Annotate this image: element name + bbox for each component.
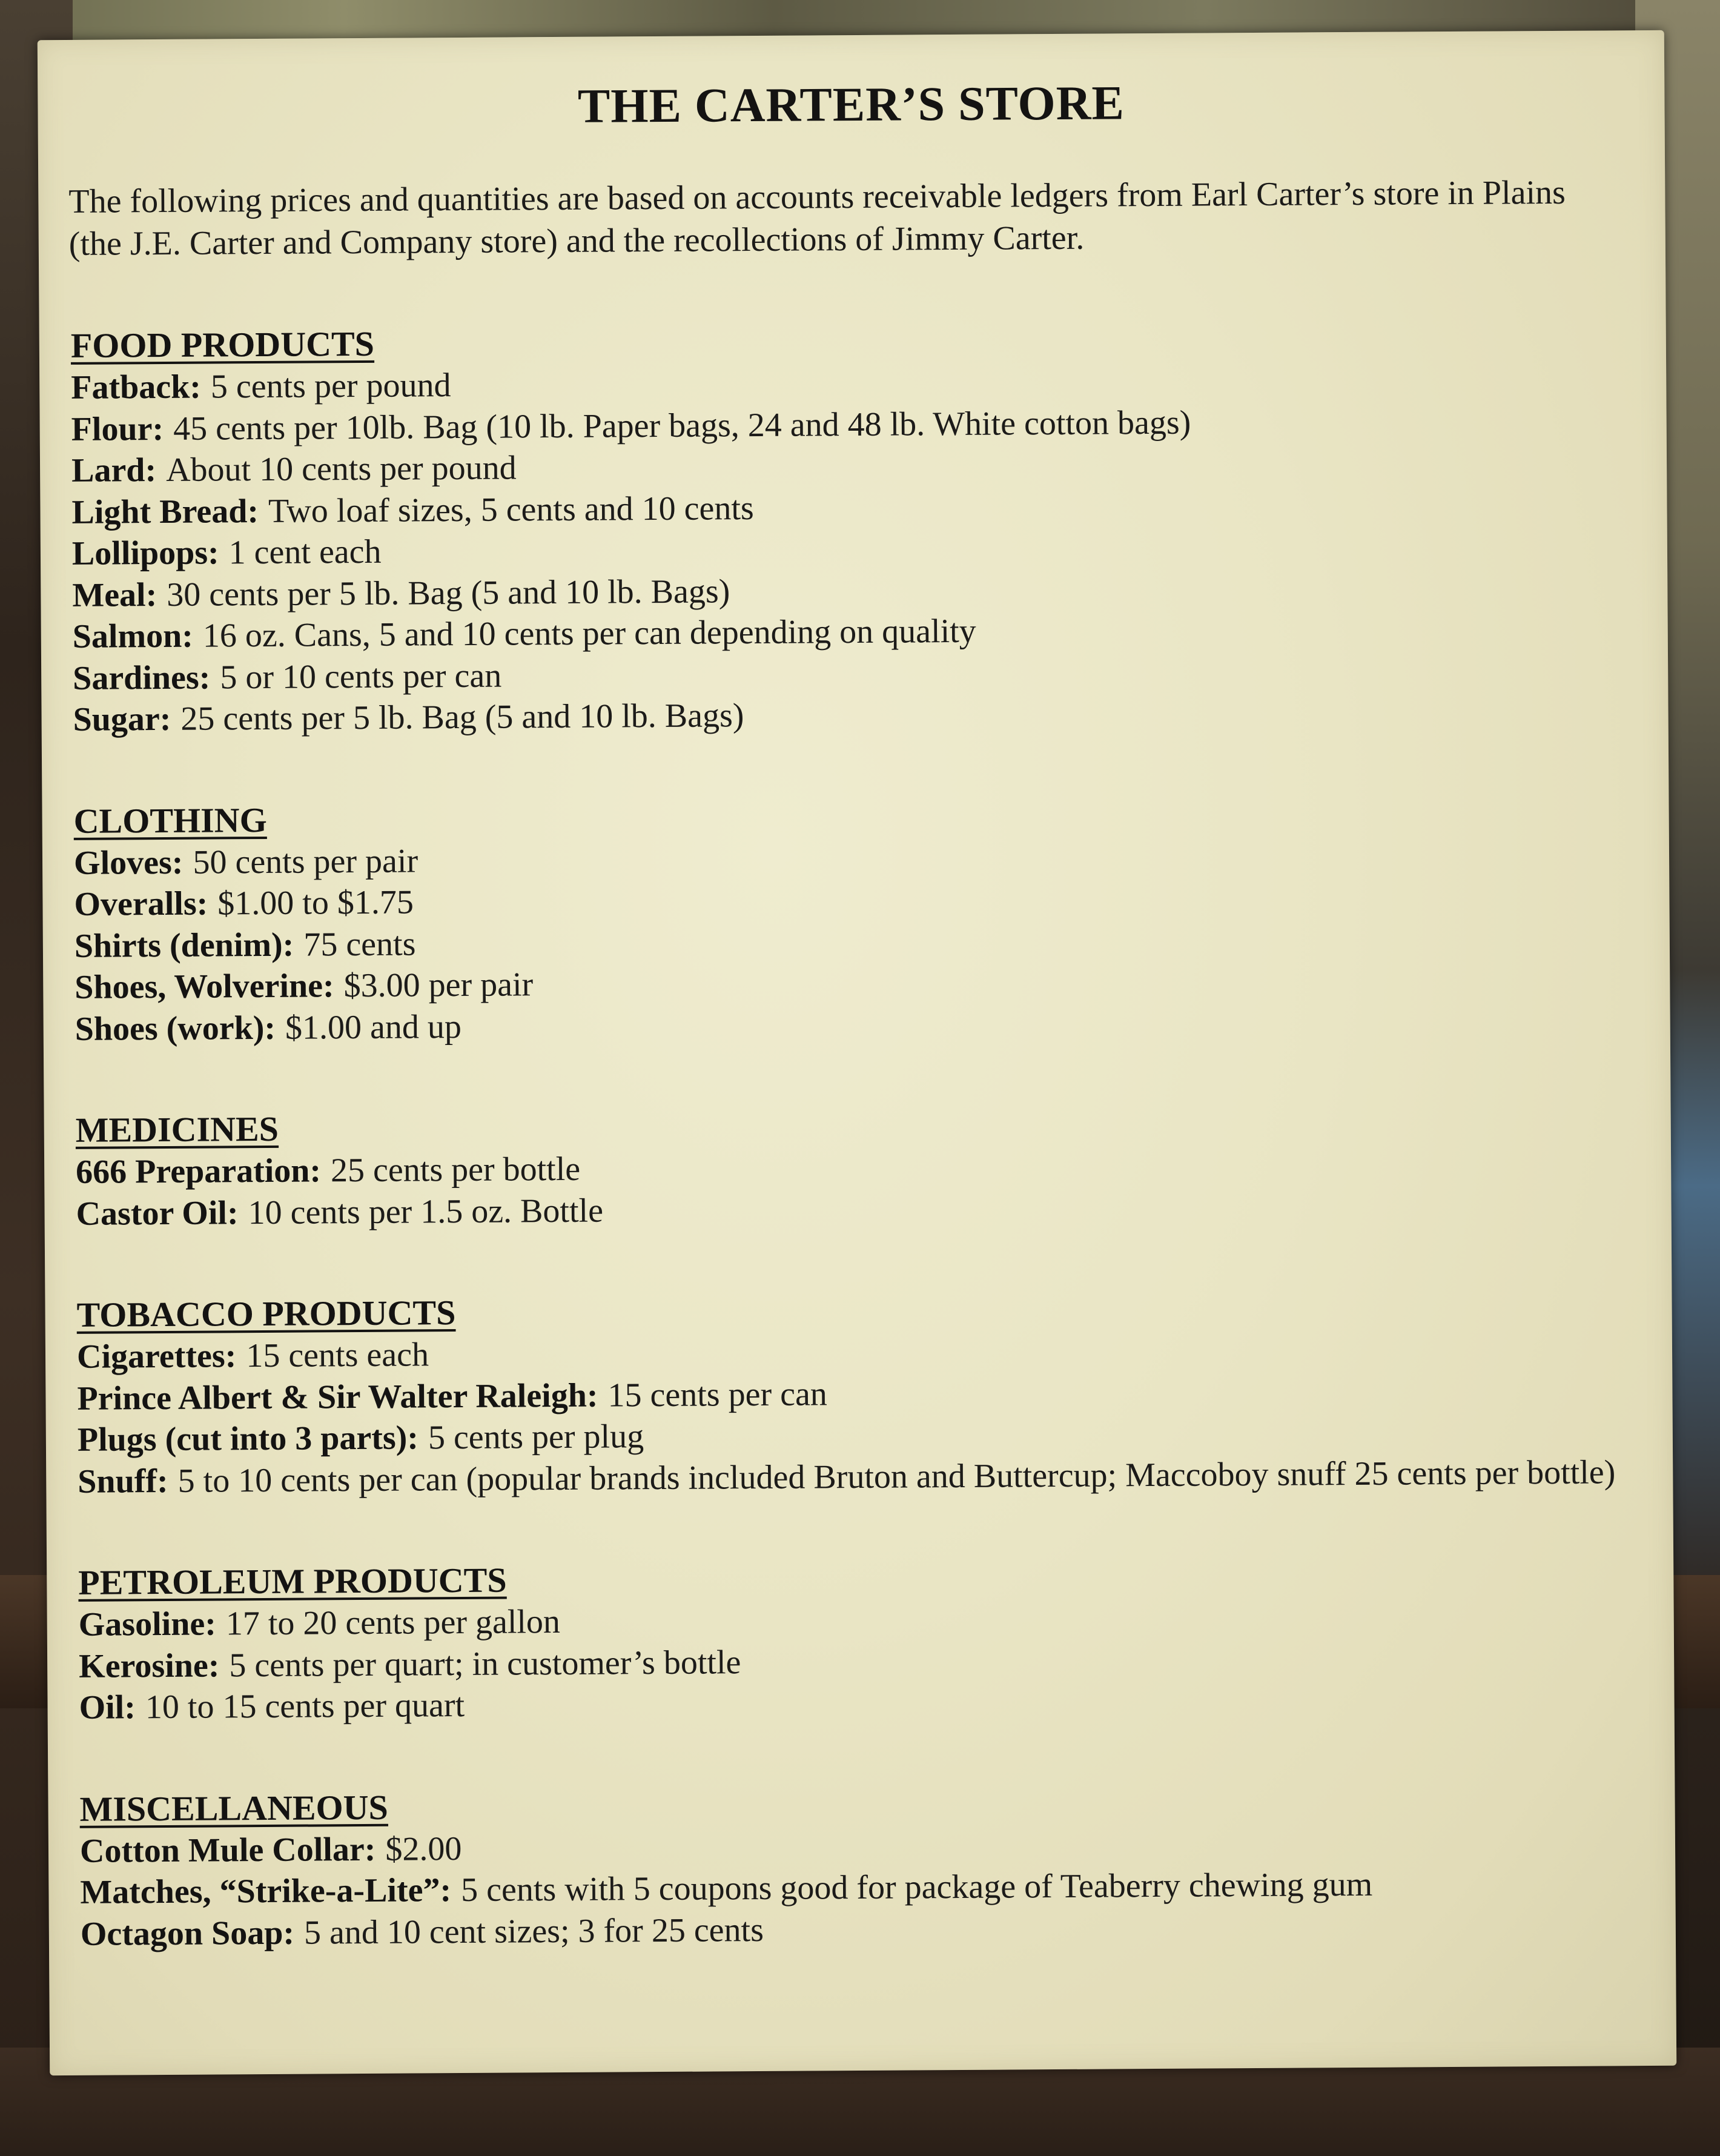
sign-title: THE CARTER’S STORE bbox=[577, 76, 1125, 133]
section-heading: MISCELLANEOUS bbox=[79, 1787, 389, 1829]
item-label: Snuff: bbox=[78, 1462, 168, 1501]
item-label: Gloves: bbox=[73, 843, 184, 882]
section-heading: PETROLEUM PRODUCTS bbox=[78, 1560, 507, 1602]
intro-paragraph: The following prices and quantities are based on accounts receivable ledgers from Earl Carter’s store in Plains (the J.E. Carter and Company store) and the recollections of Jimmy Carter. bbox=[68, 173, 1566, 263]
item-label: Oil: bbox=[79, 1688, 136, 1726]
sections-container bbox=[71, 315, 1632, 2014]
item-value: 10 cents per 1.5 oz. Bottle bbox=[248, 1192, 604, 1232]
section-miscellaneous bbox=[79, 1779, 1631, 1955]
section-heading: CLOTHING bbox=[73, 800, 267, 841]
item-label: Shoes (work): bbox=[74, 1009, 276, 1048]
item-value: 5 cents per pound bbox=[210, 367, 451, 406]
item-label: Gasoline: bbox=[78, 1605, 217, 1644]
item-label: Salmon: bbox=[72, 617, 194, 655]
item-label: Matches, “Strike-a-Lite”: bbox=[80, 1871, 452, 1911]
item-value: 1 cent each bbox=[228, 532, 382, 572]
item-value: 25 cents per bottle bbox=[330, 1150, 581, 1190]
item-value: $3.00 per pair bbox=[343, 966, 534, 1005]
item-label: Overalls: bbox=[74, 884, 208, 923]
item-value: 16 oz. Cans, 5 and 10 cents per can depending on quality bbox=[202, 612, 976, 655]
section-petroleum-products bbox=[78, 1552, 1630, 1728]
item-label: Prince Albert & Sir Walter Raleigh: bbox=[77, 1376, 598, 1418]
item-label: Kerosine: bbox=[78, 1646, 220, 1685]
item-value: 5 cents per quart; in customer’s bottle bbox=[229, 1643, 741, 1684]
item-label: Castor Oil: bbox=[76, 1193, 239, 1233]
item-label: Shirts (denim): bbox=[74, 926, 294, 965]
item-value: About 10 cents per pound bbox=[165, 449, 517, 489]
section-tobacco-products bbox=[76, 1284, 1628, 1502]
section-food-products bbox=[71, 315, 1624, 740]
item-value: 15 cents each bbox=[246, 1336, 429, 1375]
item-label: Octagon Soap: bbox=[80, 1914, 295, 1953]
item-label: 666 Preparation: bbox=[75, 1152, 322, 1191]
section-heading: TOBACCO PRODUCTS bbox=[76, 1293, 456, 1335]
section-clothing bbox=[73, 791, 1625, 1050]
item-label: Plugs (cut into 3 parts): bbox=[77, 1419, 419, 1459]
item-value: $2.00 bbox=[385, 1829, 462, 1868]
item-value: 75 cents bbox=[303, 924, 416, 964]
item-value: 5 cents with 5 coupons good for package of Teaberry chewing gum bbox=[460, 1865, 1373, 1909]
item-value: 5 or 10 cents per can bbox=[220, 657, 502, 696]
item-label: Lollipops: bbox=[71, 534, 219, 572]
item-label: Cigarettes: bbox=[76, 1337, 237, 1376]
item-value: 5 and 10 cent sizes; 3 for 25 cents bbox=[303, 1911, 764, 1952]
section-heading: MEDICINES bbox=[75, 1109, 279, 1150]
item-label: Shoes, Wolverine: bbox=[74, 967, 334, 1006]
item-value: 25 cents per 5 lb. Bag (5 and 10 lb. Bags) bbox=[180, 697, 744, 738]
item-label: Sardines: bbox=[73, 658, 211, 697]
item-value: $1.00 to $1.75 bbox=[217, 883, 414, 923]
item-value: 30 cents per 5 lb. Bag (5 and 10 lb. Bags) bbox=[167, 572, 730, 614]
item-value: $1.00 and up bbox=[285, 1007, 462, 1047]
item-value: 10 to 15 cents per quart bbox=[145, 1686, 465, 1726]
item-label: Flour: bbox=[71, 410, 164, 448]
item-label: Cotton Mule Collar: bbox=[79, 1830, 376, 1870]
item-value: 5 cents per plug bbox=[428, 1418, 644, 1457]
section-medicines bbox=[76, 1100, 1627, 1235]
item-label: Light Bread: bbox=[71, 492, 259, 531]
item-value: 5 to 10 cents per can (popular brands included Bruton and Buttercup; Maccoboy snuff 25 cents per bottle) bbox=[177, 1453, 1616, 1500]
item-label: Lard: bbox=[71, 451, 157, 489]
item-value: 45 cents per 10lb. Bag (10 lb. Paper bags, 24 and 48 lb. White cotton bags) bbox=[173, 403, 1191, 448]
item-value: Two loaf sizes, 5 cents and 10 cents bbox=[268, 489, 754, 530]
item-value: 15 cents per can bbox=[607, 1375, 828, 1415]
item-value: 50 cents per pair bbox=[193, 841, 418, 881]
item-label: Fatback: bbox=[71, 368, 202, 406]
list-item bbox=[73, 689, 1623, 740]
section-heading: FOOD PRODUCTS bbox=[70, 323, 375, 365]
item-value: 17 to 20 cents per gallon bbox=[225, 1603, 561, 1643]
list-item bbox=[79, 1677, 1629, 1728]
price-list-sign bbox=[38, 30, 1676, 2075]
item-label: Meal: bbox=[72, 575, 157, 614]
item-label: Sugar: bbox=[73, 700, 171, 738]
